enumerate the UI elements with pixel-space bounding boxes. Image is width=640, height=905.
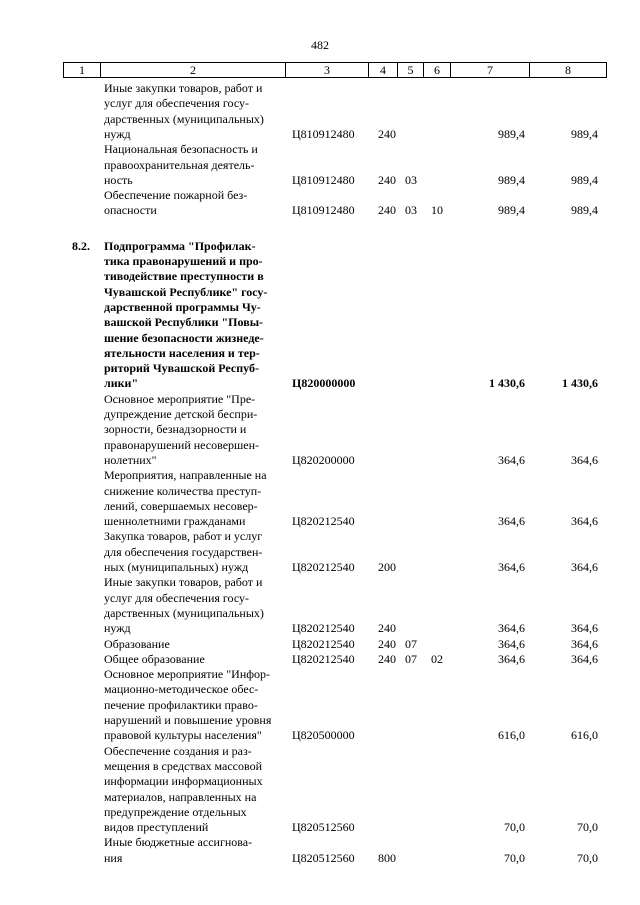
budget-code: Ц820212540 [292, 514, 355, 529]
row-description-line: нарушений и повышение уровня [104, 713, 272, 727]
row-description-line: правовой культуры населения" [104, 728, 262, 743]
amount-col-7: 1 430,6 [489, 376, 525, 391]
header-cell-5: 5 [397, 62, 424, 78]
row-description-line: мещения в средствах массовой [104, 758, 263, 773]
budget-code: Ц820212540 [292, 621, 355, 636]
row-description-line: ния [104, 850, 123, 865]
row-description-line: мационно-методическое обес- [104, 682, 259, 697]
subsection-code: 10 [431, 203, 443, 218]
row-description-line: Иные бюджетные ассигнова- [104, 835, 253, 850]
amount-col-7: 616,0 [498, 728, 525, 743]
amount-col-7: 70,0 [504, 850, 525, 865]
row-description-line: дупреждение детской беспри- [104, 407, 258, 421]
header-cell-2: 2 [100, 62, 286, 78]
budget-code: Ц820212540 [292, 560, 355, 574]
row-description-line: дарственной программы Чу- [104, 299, 261, 314]
amount-col-8: 364,6 [571, 452, 598, 467]
row-description-line: Общее образование [104, 651, 205, 666]
header-cell-1: 1 [63, 62, 101, 78]
amount-col-8: 989,4 [571, 126, 598, 141]
header-cell-3: 3 [285, 62, 369, 78]
amount-col-7: 364,6 [498, 621, 525, 636]
row-description-line: риторий Чувашской Респуб- [104, 361, 259, 376]
row-description-line: правонарушений несовершен- [104, 437, 260, 452]
section-code: 03 [405, 172, 417, 187]
expense-type: 240 [378, 172, 396, 187]
amount-col-8: 364,6 [571, 621, 598, 636]
budget-code: Ц820500000 [292, 728, 355, 743]
row-description-line: лики" [104, 376, 139, 391]
budget-code: Ц820212540 [292, 651, 355, 666]
budget-code: Ц820212540 [292, 636, 355, 651]
amount-col-7: 989,4 [498, 172, 525, 187]
amount-col-8: 70,0 [577, 850, 598, 865]
amount-col-7: 364,6 [498, 514, 525, 529]
row-description-line: видов преступлений [104, 820, 209, 835]
amount-col-7: 364,6 [498, 452, 525, 467]
section-code: 03 [405, 203, 417, 218]
budget-code: Ц820512560 [292, 850, 355, 865]
row-description-line: Иные закупки товаров, работ и [104, 575, 263, 590]
row-description-line: Национальная безопасность и [104, 142, 258, 157]
row-description-line: дарственных (муниципальных) [104, 111, 264, 126]
row-description-line: услуг для обеспечения госу- [104, 96, 250, 111]
amount-col-8: 70,0 [577, 820, 598, 835]
subsection-code: 02 [431, 651, 443, 666]
expense-type: 240 [378, 636, 396, 651]
page-number: 482 [311, 38, 329, 52]
row-description-line: Основное мероприятие "Инфор- [104, 667, 271, 682]
amount-col-8: 364,6 [571, 636, 598, 651]
row-description-line: Образование [104, 636, 170, 651]
expense-type: 240 [378, 651, 396, 666]
amount-col-8: 989,4 [571, 203, 598, 218]
amount-col-7: 364,6 [498, 651, 525, 666]
row-description-line: Чувашской Республике" госу- [104, 284, 268, 299]
row-description-line: материалов, направленных на [104, 789, 257, 804]
amount-col-8: 1 430,6 [562, 376, 598, 391]
amount-col-8: 364,6 [571, 651, 598, 666]
row-description-line: информации информационных [104, 774, 263, 789]
expense-type: 240 [378, 621, 396, 636]
header-cell-4: 4 [368, 62, 398, 78]
row-description-line: печение профилактики право- [104, 697, 258, 712]
row-description-line: вашской Республики "Повы- [104, 315, 264, 330]
row-description-line: Закупка товаров, работ и услуг [104, 529, 263, 544]
row-description-line: опасности [104, 203, 157, 218]
row-description-line: Мероприятия, направленные на [104, 468, 267, 483]
amount-col-7: 989,4 [498, 126, 525, 141]
section-code: 07 [405, 651, 417, 666]
row-description-line: правоохранительная деятель- [104, 157, 255, 172]
section-code: 07 [405, 636, 417, 651]
amount-col-8: 364,6 [571, 560, 598, 574]
row-description-line: ятельности населения и тер- [104, 345, 260, 360]
row-number: 8.2. [72, 238, 90, 253]
row-description-line: шеннолетними гражданами [104, 514, 246, 529]
header-cell-7: 7 [450, 62, 530, 78]
expense-type: 240 [378, 126, 396, 141]
expense-type: 240 [378, 203, 396, 218]
budget-code: Ц810912480 [292, 172, 355, 187]
row-description-line: Обеспечение пожарной без- [104, 188, 248, 203]
budget-code: Ц820000000 [292, 376, 356, 391]
row-description-line: ных (муниципальных) нужд [104, 560, 249, 574]
row-description-line: тика правонарушений и про- [104, 254, 263, 268]
row-description-line: Подпрограмма "Профилак- [104, 238, 256, 253]
amount-col-8: 616,0 [571, 728, 598, 743]
row-description-line: шение безопасности жизнеде- [104, 330, 264, 345]
row-description-line: ность [104, 172, 133, 187]
budget-code: Ц810912480 [292, 203, 355, 218]
row-description-line: зорности, безнадзорности и [104, 422, 247, 437]
row-description-line: лений, совершаемых несовер- [104, 498, 258, 513]
row-description-line: Иные закупки товаров, работ и [104, 81, 263, 95]
expense-type: 200 [378, 560, 396, 574]
row-description-line: Основное мероприятие "Пре- [104, 391, 256, 406]
amount-col-7: 70,0 [504, 820, 525, 835]
row-description-line: снижение количества преступ- [104, 483, 262, 498]
row-description-line: для обеспечения государствен- [104, 544, 263, 559]
row-description-line: Обеспечение создания и раз- [104, 743, 252, 758]
budget-code: Ц820512560 [292, 820, 355, 835]
row-description-line: нолетних" [104, 452, 157, 467]
amount-col-7: 364,6 [498, 636, 525, 651]
header-cell-6: 6 [423, 62, 451, 78]
amount-col-7: 989,4 [498, 203, 525, 218]
row-description-line: дарственных (муниципальных) [104, 605, 264, 620]
row-description-line: нужд [104, 126, 131, 141]
header-cell-8: 8 [529, 62, 607, 78]
row-description-line: нужд [104, 621, 131, 636]
amount-col-7: 364,6 [498, 560, 525, 574]
row-description-line: предупреждение отдельных [104, 804, 247, 819]
row-description-line: услуг для обеспечения госу- [104, 590, 250, 605]
budget-code: Ц810912480 [292, 126, 355, 141]
expense-type: 800 [378, 850, 396, 865]
amount-col-8: 364,6 [571, 514, 598, 529]
budget-code: Ц820200000 [292, 452, 355, 467]
amount-col-8: 989,4 [571, 172, 598, 187]
row-description-line: тиводействие преступности в [104, 269, 264, 284]
